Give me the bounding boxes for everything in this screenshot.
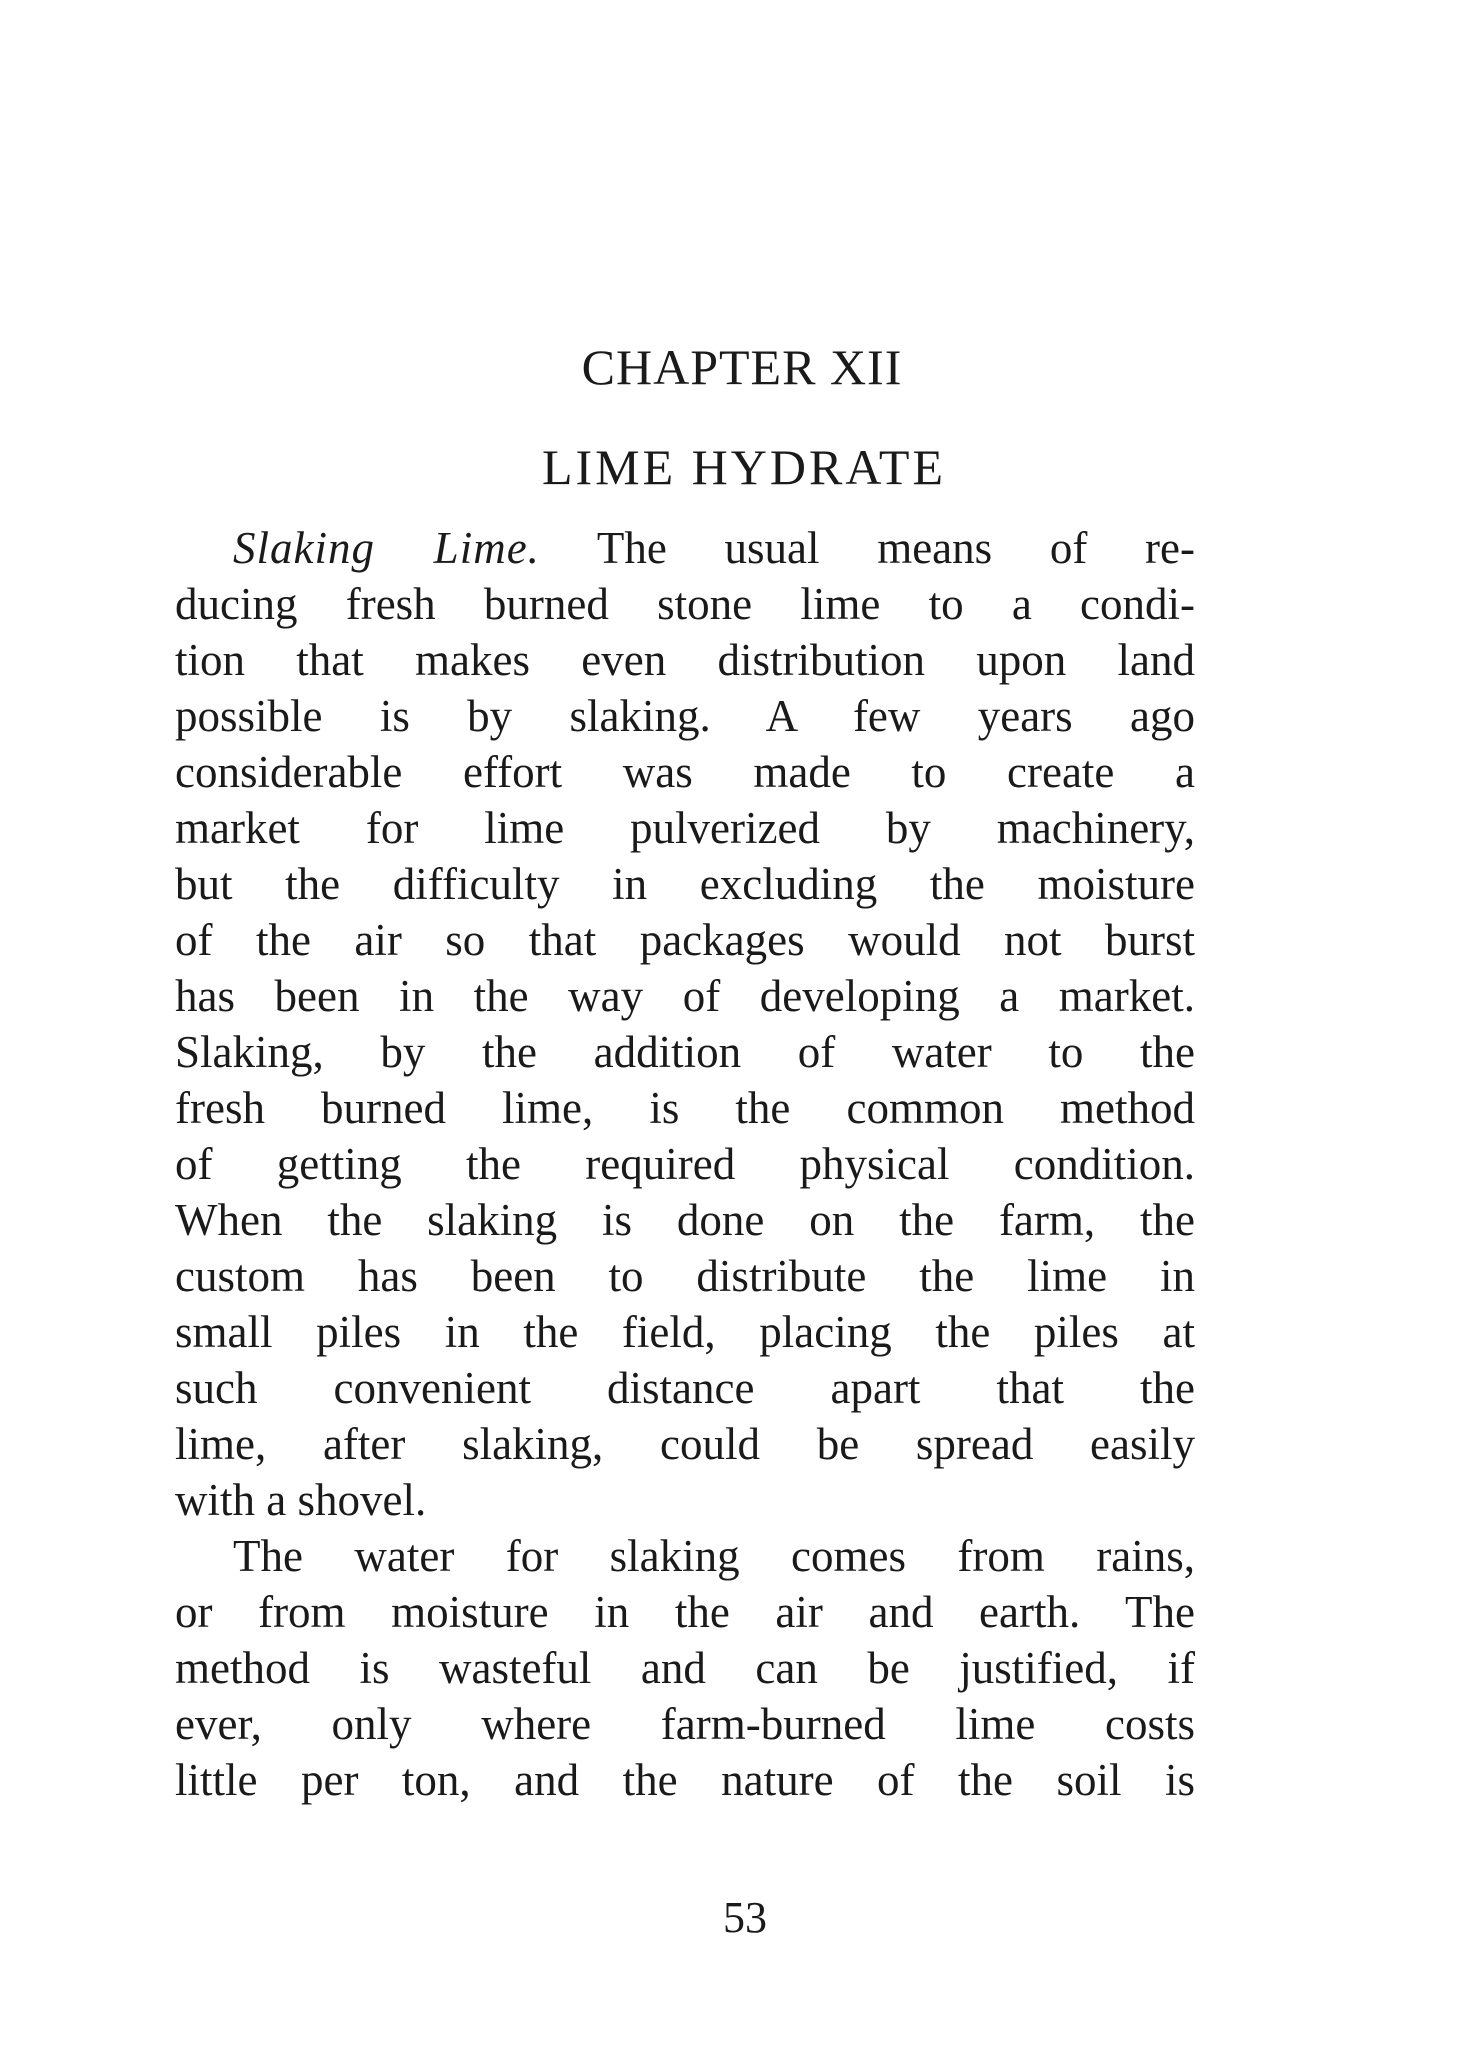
paragraph-line: The water for slaking comes from rains, [233, 1531, 1195, 1581]
run-in-heading: Slaking Lime. [233, 523, 540, 573]
paragraph-line: small piles in the field, placing the piles at [175, 1307, 1195, 1357]
paragraph-line: custom has been to distribute the lime in [175, 1251, 1195, 1301]
paragraph-line: method is wasteful and can be justified, if [175, 1643, 1195, 1693]
paragraph-line: lime, after slaking, could be spread easily [175, 1419, 1195, 1469]
paragraph-line: possible is by slaking. A few years ago [175, 691, 1195, 741]
paragraph-line: fresh burned lime, is the common method [175, 1083, 1195, 1133]
paragraph-line: ducing fresh burned stone lime to a condi- [175, 579, 1195, 629]
chapter-number: CHAPTER XII [581, 339, 903, 395]
paragraph-line: tion that makes even distribution upon land [175, 635, 1195, 685]
paragraph-line: such convenient distance apart that the [175, 1363, 1195, 1413]
paragraph-line: or from moisture in the air and earth. The [175, 1587, 1195, 1637]
paragraph-line: ever, only where farm-burned lime costs [175, 1699, 1195, 1749]
page-number: 53 [723, 1893, 767, 1942]
paragraph-line: When the slaking is done on the farm, the [175, 1195, 1195, 1245]
paragraph-line: of the air so that packages would not burst [175, 915, 1195, 965]
paragraph-line: little per ton, and the nature of the soil is [175, 1755, 1195, 1805]
paragraph-line: of getting the required physical condition. [175, 1139, 1195, 1189]
paragraph-line: market for lime pulverized by machinery, [175, 803, 1195, 853]
chapter-title: LIME HYDRATE [541, 439, 947, 495]
paragraph-line: with a shovel. [175, 1475, 427, 1525]
line-text: The usual means of re- [539, 523, 1195, 573]
paragraph-slaking-lime [175, 520, 1195, 1528]
paragraph-line: considerable effort was made to create a [175, 747, 1195, 797]
body-text [175, 520, 1195, 1808]
paragraph-line [175, 520, 1195, 576]
paragraph-water-for-slaking [175, 1528, 1195, 1808]
paragraph-line: Slaking, by the addition of water to the [175, 1027, 1195, 1077]
paragraph-line: has been in the way of developing a market. [175, 971, 1195, 1021]
paragraph-line: but the difficulty in excluding the moisture [175, 859, 1195, 909]
